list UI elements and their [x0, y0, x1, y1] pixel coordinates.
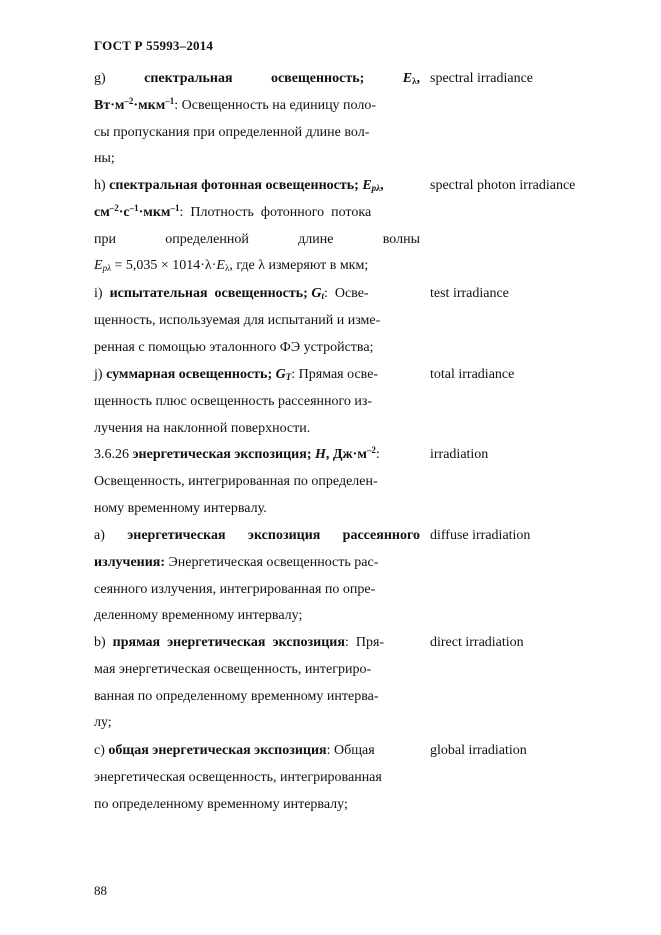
term-line: сеянного излучения, интегрированная по опре- [94, 581, 376, 597]
term-entry-total-irradiance [94, 362, 420, 442]
page-number: 88 [94, 883, 107, 898]
term-line: ному временному интервалу. [94, 500, 267, 516]
term-line: Освещенность, интегрированная по определен- [94, 473, 378, 489]
term-line: а) энергетическая экспозиция рассеянного [94, 528, 420, 543]
term-line: при определенной длине волны [94, 231, 420, 247]
term-line: щенность плюс освещенность рассеянного из- [94, 393, 373, 409]
term-line: ванная по определенному временному интерва- [94, 688, 379, 704]
term-line: лучения на наклонной поверхности. [94, 420, 311, 436]
term-line: $см^{-2}\cdot с^{-1}\cdot мкм^{-1}$: Плотность фотонного потока [94, 202, 372, 220]
english-term: direct irradiation [430, 635, 524, 650]
term-line: $Вт\cdot м^{-2}\cdot мкм^{-1}$: Освещенность на единицу поло- [94, 95, 377, 113]
english-term: spectral irradiance [430, 71, 533, 86]
english-term: global irradiation [430, 743, 527, 758]
term-line: g) спектральная освещенность; $E_\lambda$, [94, 71, 420, 86]
term-line: сы пропускания при определенной длине вол- [94, 124, 370, 140]
english-term: test irradiance [430, 286, 509, 301]
term-line: j) суммарная освещенность; $G_T$: Прямая осве- [94, 367, 379, 382]
term-line: энергетическая освещенность, интегрированная [94, 769, 382, 785]
term-line: $E_{p\lambda} = 5,035 \times 1014\cdot\lambda\cdot E_\lambda$, где λ измеряют в мкм; [94, 258, 369, 274]
term-line: h) спектральная фотонная освещенность; $E_{p\lambda}$, [94, 178, 384, 193]
term-line: c) общая энергетическая экспозиция: Общая [94, 743, 375, 758]
term-line: излучения: Энергетическая освещенность рас- [94, 554, 379, 570]
term-line: b) прямая энергетическая экспозиция: Пря- [94, 635, 385, 650]
term-entry-diffuse-irradiation [94, 523, 420, 630]
term-line: i) испытательная освещенность; $G_t$: Осве- [94, 286, 369, 301]
term-line: мая энергетическая освещенность, интегриро- [94, 661, 372, 677]
term-line: деленному временному интервалу; [94, 608, 303, 624]
english-term: irradiation [430, 447, 489, 462]
term-entry-test-irradiance [94, 281, 420, 361]
english-term: spectral photon irradiance [430, 178, 576, 193]
term-entry-irradiation [94, 442, 420, 522]
english-term: diffuse irradiation [430, 528, 531, 543]
term-line: ренная с помощью эталонного ФЭ устройства; [94, 339, 374, 355]
term-line: ны; [94, 151, 115, 167]
term-line: щенность, используемая для испытаний и изме- [94, 312, 381, 328]
term-line: 3.6.26 энергетическая экспозиция; H, $Дж\cdot м^{-2}$: [94, 445, 380, 462]
term-entry-spectral-photon-irradiance [94, 173, 420, 280]
term-entry-direct-irradiation [94, 630, 420, 737]
term-entry-spectral-irradiance [94, 66, 420, 173]
term-line: по определенному временному интервалу; [94, 796, 348, 812]
term-entry-global-irradiation [94, 738, 420, 818]
document-header: ГОСТ Р 55993–2014 [94, 38, 214, 53]
term-line: лу; [94, 715, 112, 731]
english-term: total irradiance [430, 367, 515, 382]
